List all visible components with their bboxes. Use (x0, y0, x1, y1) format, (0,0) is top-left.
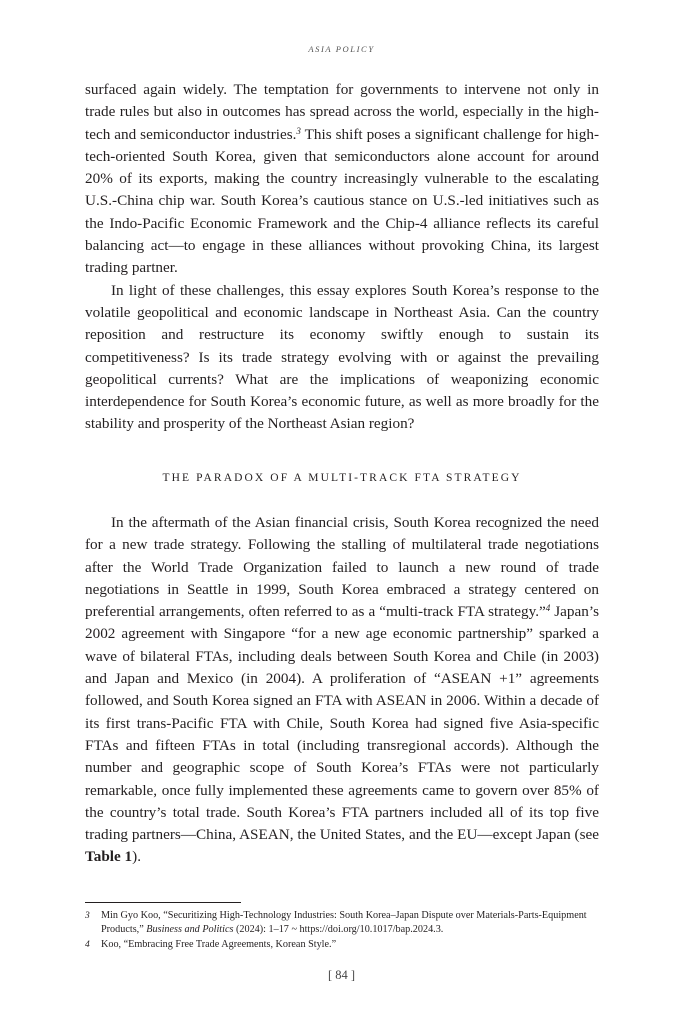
section-heading: THE PARADOX OF A MULTI-TRACK FTA STRATEGY (162, 472, 522, 484)
page-number: [ 84 ] (327, 968, 356, 982)
table-reference[interactable]: Table 1 (85, 848, 133, 866)
footnote-divider (85, 902, 241, 903)
footnote-ref-3[interactable]: 3 (296, 125, 301, 136)
paragraph-1: surfaced again widely. The temptation for governments to intervene not only in trade rules but also in outcomes has spread across the world, especially in the high-tech and semiconductor industries.$^3$ This shift poses a significant challenge for high-tech-oriented South Korea, given that semiconductors alone account for around 20% of its exports, making the country increasingly vulnerable to the escalating U.S.-China chip war. South Korea’s cautious stance on U.S.-led initiatives such as the Indo-Pacific Economic Framework and the Chip-4 alliance reflects its careful balancing act—to engage in these alliances without provoking China, its largest trading partner. (85, 81, 599, 277)
footnotes (85, 909, 599, 953)
footnote-4: 4 Koo, “Embracing Free Trade Agreements, Korean Style.” (85, 939, 337, 950)
paragraph-3: In the aftermath of the Asian financial crisis, South Korea recognized the need for a new trade strategy. Following the stalling of multilateral trade negotiations after the World Trade Organization failed to launch a new round of trade negotiations in Seattle in 1999, South Korea embraced a strategy centered on preferential arrangements, often referred to as a “multi-track FTA strategy.”$^4$ Japan’s 2002 agreement with Singapore “for a new age economic partnership” sparked a wave of bilateral FTAs, including deals between South Korea and Chile (in 2003) and Japan and Mexico (in 2004). A proliferation of “ASEAN +1” agreements followed, and South Korea signed an FTA with ASEAN in 2006. Within a decade of its first trans-Pacific FTA with Chile, South Korea had signed five Asia-specific FTAs and fifteen FTAs in total (including transregional accords). Although the number and geographic scope of South Korea’s FTAs were not particularly remarkable, once fully implemented these agreements came to govern over 85% of the country’s total trade. South Korea’s FTA partners included all of its top five trading partners—China, ASEAN, the United States, and the EU—except Japan (see Table 1). (85, 514, 599, 866)
body-text-block-1 (85, 79, 599, 436)
body-text-block-2 (85, 512, 599, 869)
running-head: ASIA POLICY (308, 44, 375, 54)
footnote-number: 3 (85, 911, 90, 921)
paragraph-2: In light of these challenges, this essay explores South Korea’s response to the volatile geopolitical and economic landscape in Northeast Asia. Can the country reposition and restructure its economy swiftly enough to sustain its competitiveness? Is its trade strategy evolving with or against the prevailing geopolitical currents? What are the implications of weaponizing economic interdependence for South Korea’s economic future, as well as more broadly for the stability and prosperity of the Northeast Asian region? (85, 281, 599, 433)
footnote-3: 3 Min Gyo Koo, “Securitizing High-Technology Industries: South Korea–Japan Dispute over Materials-Parts-Equipment Products,” Business and Politics (2024): 1–17 ~ https://doi.org/10.1017/bap.2024.3. (85, 910, 587, 935)
footnote-ref-4[interactable]: 4 (545, 603, 551, 614)
footnote-number: 4 (85, 940, 90, 950)
